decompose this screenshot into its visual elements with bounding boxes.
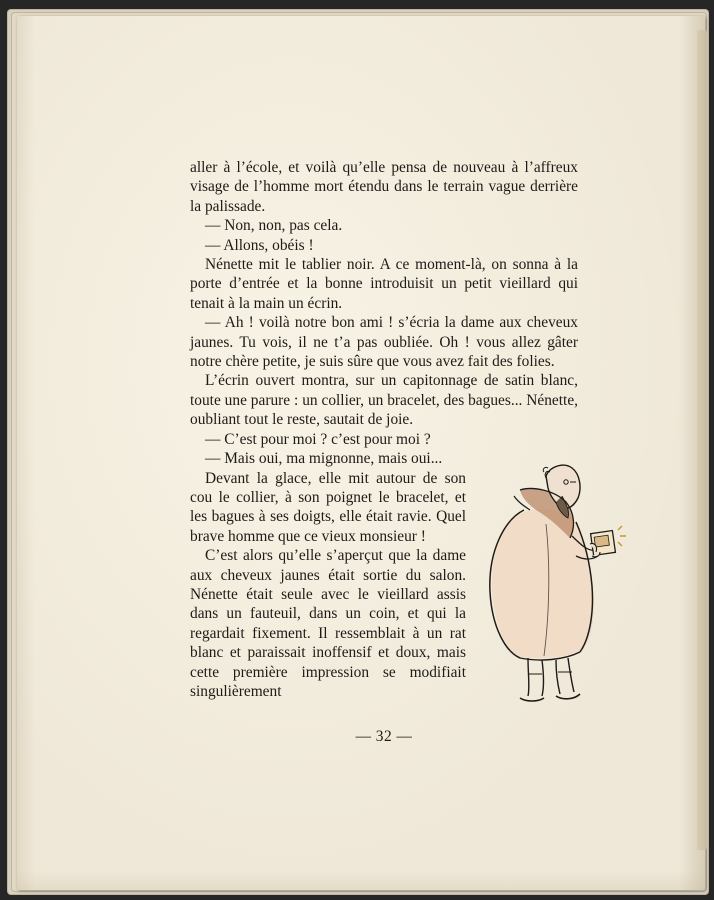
page-number: — 32 — <box>355 728 413 745</box>
paragraph: C’est alors qu’elle s’aperçut que la dame aux cheveux jaunes était sortie du salon. Nénette était seule avec le vieillard assis dans un fauteuil, dans un coin, et qui la regardait fixement. Il ressemblait à un rat blanc et paraissait inoffensif et doux, mais cette première impression se modifiait singulièrement <box>190 547 466 700</box>
text-column-narrow <box>190 469 466 702</box>
paragraph: — Non, non, pas cela. <box>205 217 343 235</box>
paragraph: — C’est pour moi ? c’est pour moi ? <box>205 430 431 448</box>
old-man-illustration <box>484 460 634 718</box>
paragraph: — Mais oui, ma mignonne, mais oui... <box>205 450 443 468</box>
page-right-edge <box>697 30 707 850</box>
paragraph: Nénette mit le tablier noir. A ce moment-là, on sonna à la porte d’entrée et la bonne introduisit un petit vieillard qui tenait à la main un écrin. <box>190 256 578 312</box>
paragraph: Devant la glace, elle mit autour de son cou le collier, à son poignet le bracelet, et les bagues à ses doigts, elle était ravie. Quel brave homme que ce vieux monsieur ! <box>190 469 466 545</box>
paragraph: L’écrin ouvert montra, sur un capitonnage de satin blanc, toute une parure : un collier, un bracelet, des bagues... Nénette, oubliant tout le reste, sautait de joie. <box>190 372 578 429</box>
paragraph: aller à l’école, et voilà qu’elle pensa de nouveau à l’affreux visage de l’homme mort étendu dans le terrain vague derrière la palissade. <box>190 159 578 215</box>
paragraph: — Allons, obéis ! <box>205 236 314 254</box>
paragraph: — Ah ! voilà notre bon ami ! s’écria la dame aux cheveux jaunes. Tu vois, il ne t’a pas oubliée. Oh ! vous allez gâter notre chère petite, je suis sûre que vous avez fait des folies. <box>190 314 578 371</box>
text-column-full <box>190 158 578 469</box>
